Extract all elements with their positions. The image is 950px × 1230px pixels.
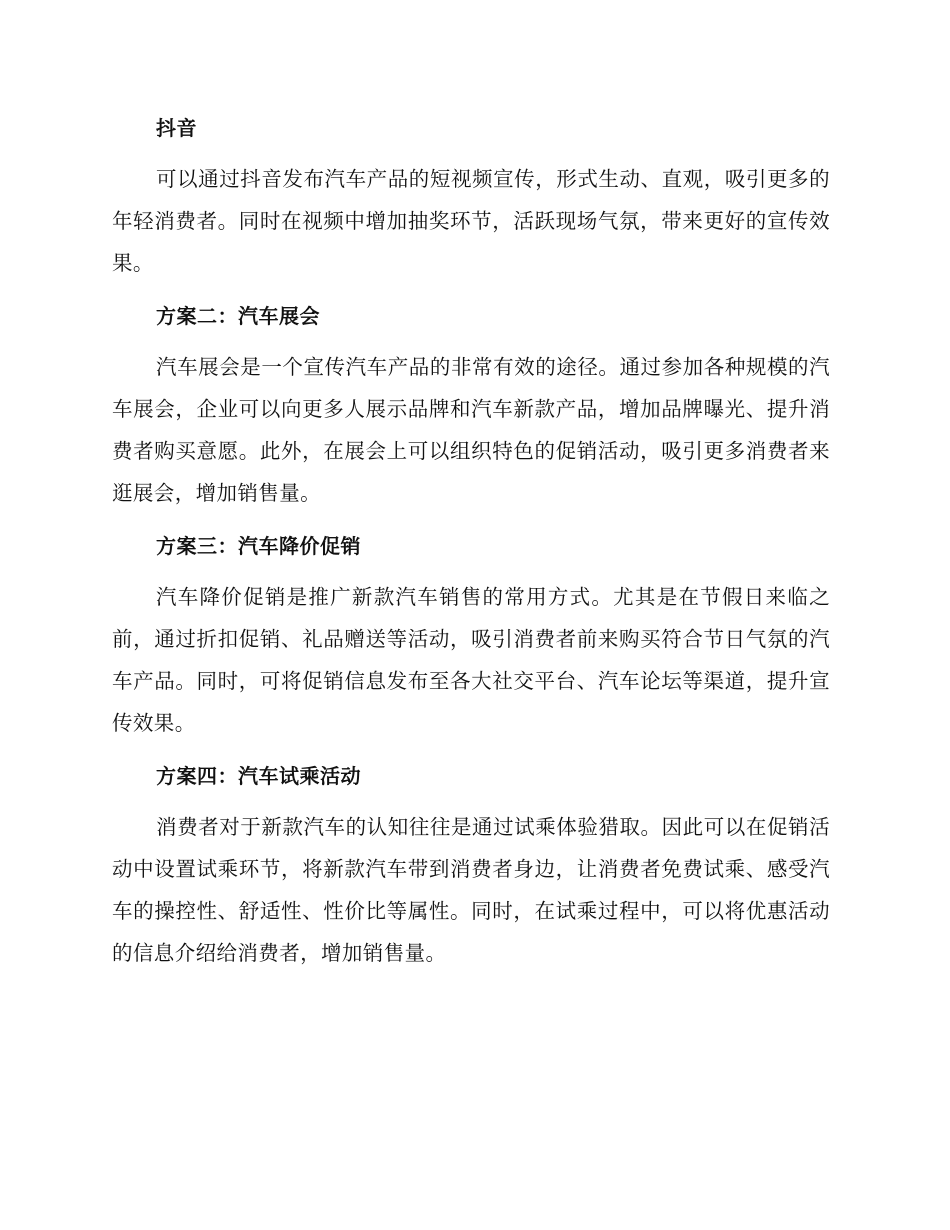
section-paragraph-plan-4: 消费者对于新款汽车的认知往往是通过试乘体验猎取。因此可以在促销活动中设置试乘环节，将新款汽车带到消费者身边，让消费者免费试乘、感受汽车的操控性、舒适性、性价比等属性。同时，在试乘过程中，可以将优惠活动的信息介绍给消费者，增加销售量。 xyxy=(112,815,830,965)
section-paragraph-douyin: 可以通过抖音发布汽车产品的短视频宣传，形式生动、直观，吸引更多的年轻消费者。同时在视频中增加抽奖环节，活跃现场气氛，带来更好的宣传效果。 xyxy=(112,167,830,275)
section-heading-plan-3: 方案三：汽车降价促销 xyxy=(156,534,361,558)
section-paragraph-plan-3: 汽车降价促销是推广新款汽车销售的常用方式。尤其是在节假日来临之前，通过折扣促销、礼品赠送等活动，吸引消费者前来购买符合节日气氛的汽车产品。同时，可将促销信息发布至各大社交平台、汽车论坛等渠道，提升宣传效果。 xyxy=(112,585,830,735)
section-heading-plan-4: 方案四：汽车试乘活动 xyxy=(156,764,361,788)
section-heading-douyin: 抖音 xyxy=(156,116,197,140)
section-heading-plan-2: 方案二：汽车展会 xyxy=(156,304,320,328)
section-paragraph-plan-2: 汽车展会是一个宣传汽车产品的非常有效的途径。通过参加各种规模的汽车展会，企业可以向更多人展示品牌和汽车新款产品，增加品牌曝光、提升消费者购买意愿。此外，在展会上可以组织特色的促销活动，吸引更多消费者来逛展会，增加销售量。 xyxy=(112,355,830,505)
document-body xyxy=(112,108,830,986)
